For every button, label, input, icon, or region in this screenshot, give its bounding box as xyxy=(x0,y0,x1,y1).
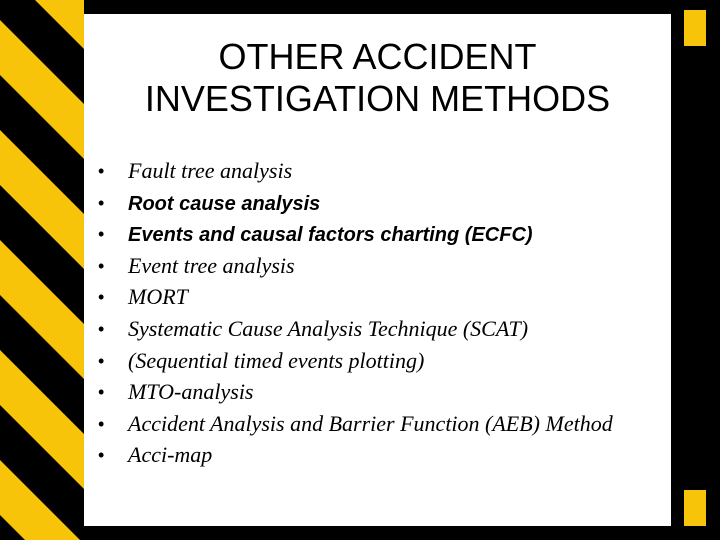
bullet-text: Fault tree analysis xyxy=(128,158,293,183)
title-line-2: INVESTIGATION METHODS xyxy=(144,78,611,119)
bullet-icon: • xyxy=(98,224,105,245)
list-item xyxy=(98,409,720,441)
bullet-icon: • xyxy=(98,382,105,403)
list-item xyxy=(98,314,720,346)
bullet-icon: • xyxy=(98,192,105,213)
yellow-corner-block-bottom xyxy=(684,490,706,526)
list-item xyxy=(98,377,720,409)
bullet-icon: • xyxy=(98,161,105,181)
bullet-icon: • xyxy=(98,318,105,339)
list-item xyxy=(98,156,720,188)
list-item xyxy=(98,346,720,378)
list-item xyxy=(98,188,720,220)
bullet-text: Accident Analysis and Barrier Function (AEB) Method xyxy=(128,410,613,436)
bullet-icon: • xyxy=(98,287,105,308)
bullet-text: (Sequential timed events plotting) xyxy=(128,347,425,373)
bullet-text: Acci-map xyxy=(128,442,213,468)
bullet-text: Systematic Cause Analysis Technique (SCAT) xyxy=(128,315,529,341)
slide-title xyxy=(84,36,671,120)
bullet-icon: • xyxy=(98,413,105,434)
list-item xyxy=(98,440,720,472)
bullet-icon: • xyxy=(98,350,105,371)
bullet-text: Root cause analysis xyxy=(128,192,321,215)
bullet-list xyxy=(98,156,720,472)
bullet-icon: • xyxy=(98,255,105,276)
bullet-text: MTO-analysis xyxy=(128,379,254,405)
list-item xyxy=(98,251,720,283)
title-line-1: OTHER ACCIDENT xyxy=(218,36,537,77)
bullet-icon: • xyxy=(98,445,105,466)
content-panel xyxy=(84,14,671,526)
yellow-corner-block-top xyxy=(684,10,706,46)
list-item xyxy=(98,282,720,314)
list-item xyxy=(98,219,720,251)
bullet-text: Event tree analysis xyxy=(128,252,295,278)
bullet-text: Events and causal factors charting (ECFC) xyxy=(128,224,533,247)
bullet-text: MORT xyxy=(128,284,188,310)
